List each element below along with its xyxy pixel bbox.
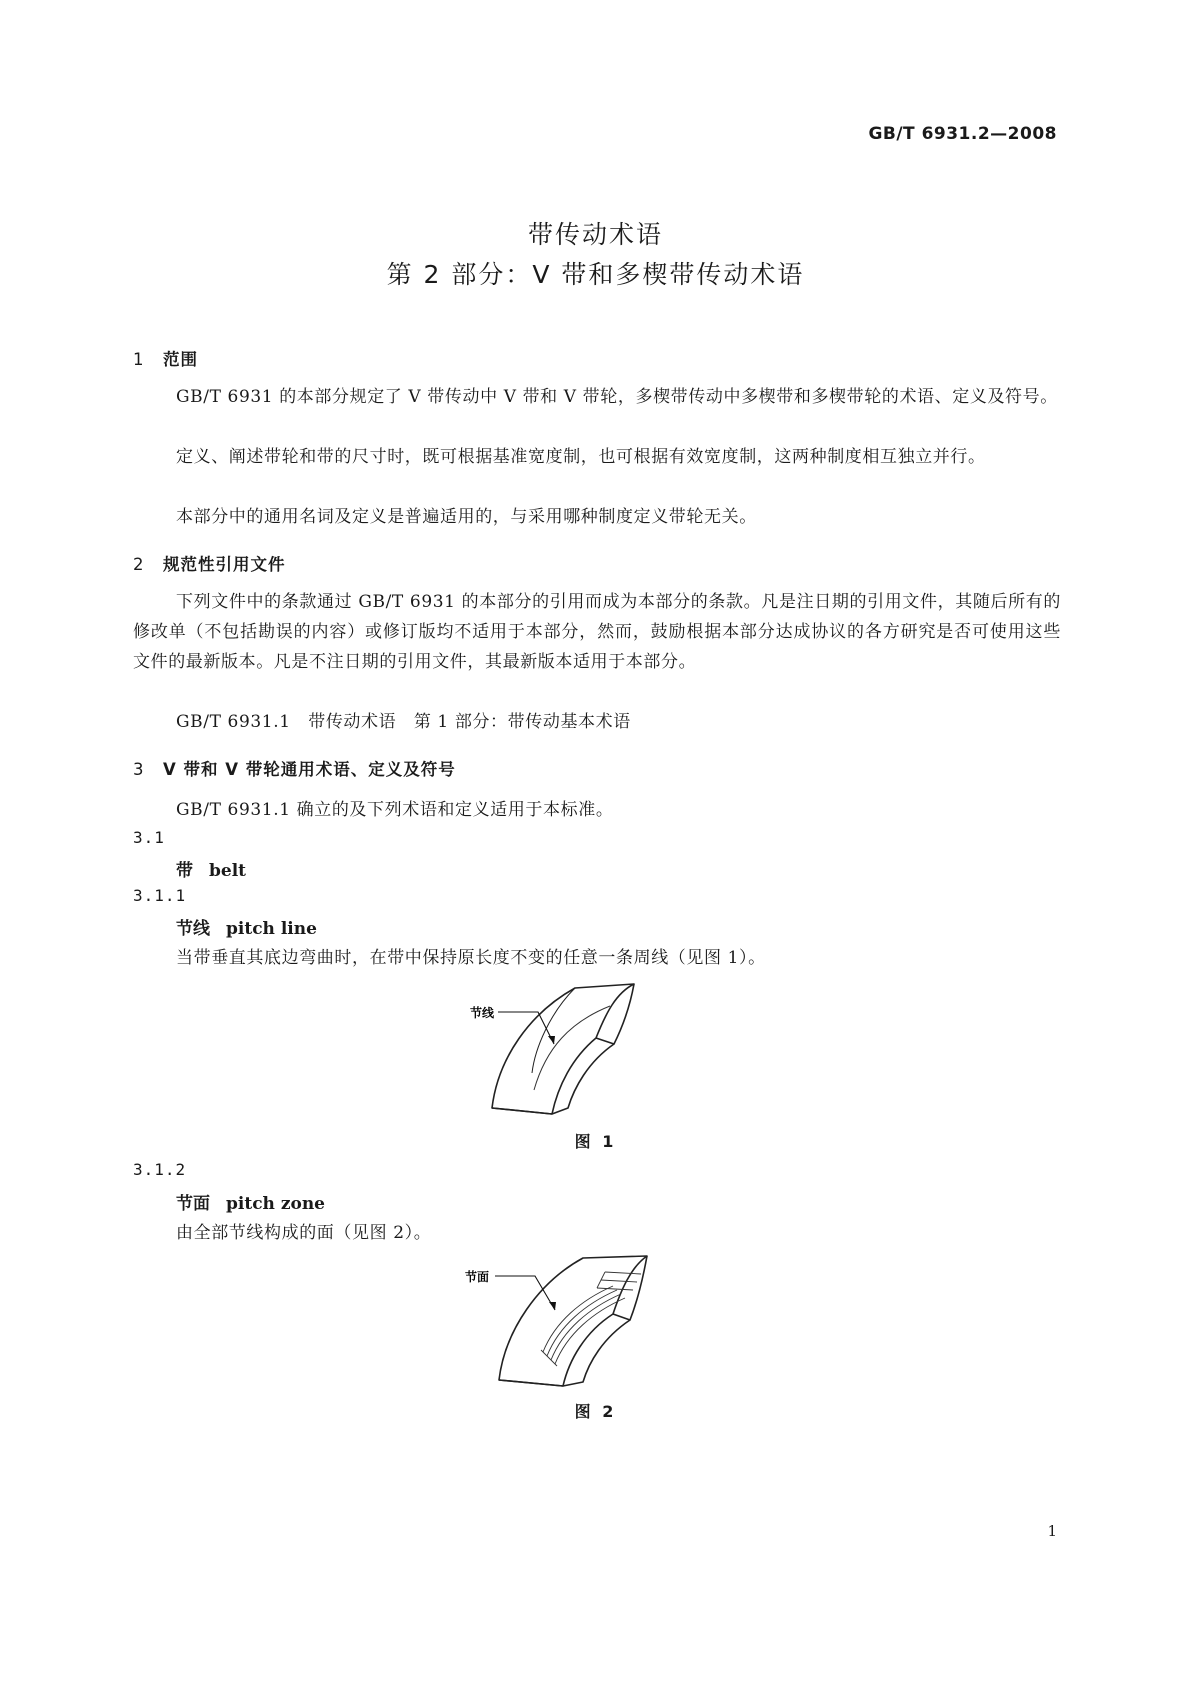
standard-number: GB/T 6931.2—2008 bbox=[868, 124, 1057, 144]
normative-reference: GB/T 6931.1 带传动术语 第 1 部分：带传动基本术语 bbox=[176, 712, 631, 732]
document-subtitle: 第 2 部分：V 带和多楔带传动术语 bbox=[386, 260, 805, 289]
term-belt: 带 belt bbox=[176, 861, 247, 881]
figure-2-caption: 图 2 bbox=[574, 1402, 617, 1421]
section-2-heading: 2 规范性引用文件 bbox=[133, 555, 286, 574]
definition-pitch-line: 当带垂直其底边弯曲时，在带中保持原长度不变的任意一条周线（见图 1）。 bbox=[176, 948, 766, 968]
clause-number: 3.1.2 bbox=[133, 1160, 187, 1179]
page-number: 1 bbox=[1047, 1522, 1057, 1540]
figure-2-label: 节面 bbox=[465, 1270, 490, 1284]
definition-pitch-zone: 由全部节线构成的面（见图 2）。 bbox=[176, 1223, 432, 1243]
section-1-paragraph: GB/T 6931 的本部分规定了 V 带传动中 V 带和 V 带轮，多楔带传动中多楔带和多楔带轮的术语、定义及符号。 bbox=[176, 387, 1058, 407]
clause-number: 3.1 bbox=[133, 828, 165, 847]
section-3-intro: GB/T 6931.1 确立的及下列术语和定义适用于本标准。 bbox=[176, 800, 614, 820]
figure-1-pitch-line bbox=[460, 978, 660, 1118]
section-3-heading: 3 V 带和 V 带轮通用术语、定义及符号 bbox=[133, 760, 456, 779]
section-1-paragraph: 本部分中的通用名词及定义是普遍适用的，与采用哪种制度定义带轮无关。 bbox=[176, 507, 757, 527]
term-pitch-line: 节线 pitch line bbox=[176, 919, 317, 939]
section-1-heading: 1 范围 bbox=[133, 350, 198, 369]
figure-1-label: 节线 bbox=[470, 1006, 495, 1020]
clause-number: 3.1.1 bbox=[133, 886, 187, 905]
term-pitch-zone: 节面 pitch zone bbox=[176, 1194, 325, 1214]
figure-2-pitch-zone bbox=[455, 1252, 665, 1392]
section-1-paragraph: 定义、阐述带轮和带的尺寸时，既可根据基准宽度制，也可根据有效宽度制，这两种制度相互独立并行。 bbox=[176, 447, 986, 467]
figure-1-caption: 图 1 bbox=[574, 1132, 617, 1151]
section-2-paragraph: 下列文件中的条款通过 GB/T 6931 的本部分的引用而成为本部分的条款。凡是注日期的引用文件，其随后所有的修改单（不包括勘误的内容）或修订版均不适用于本部分，然而，鼓励根据本部分达成协议的各方研究是否可使用这些文件的最新版本。凡是不注日期的引用文件，其最新版本适用于本部分。 bbox=[133, 592, 1061, 672]
document-title: 带传动术语 bbox=[527, 220, 663, 249]
